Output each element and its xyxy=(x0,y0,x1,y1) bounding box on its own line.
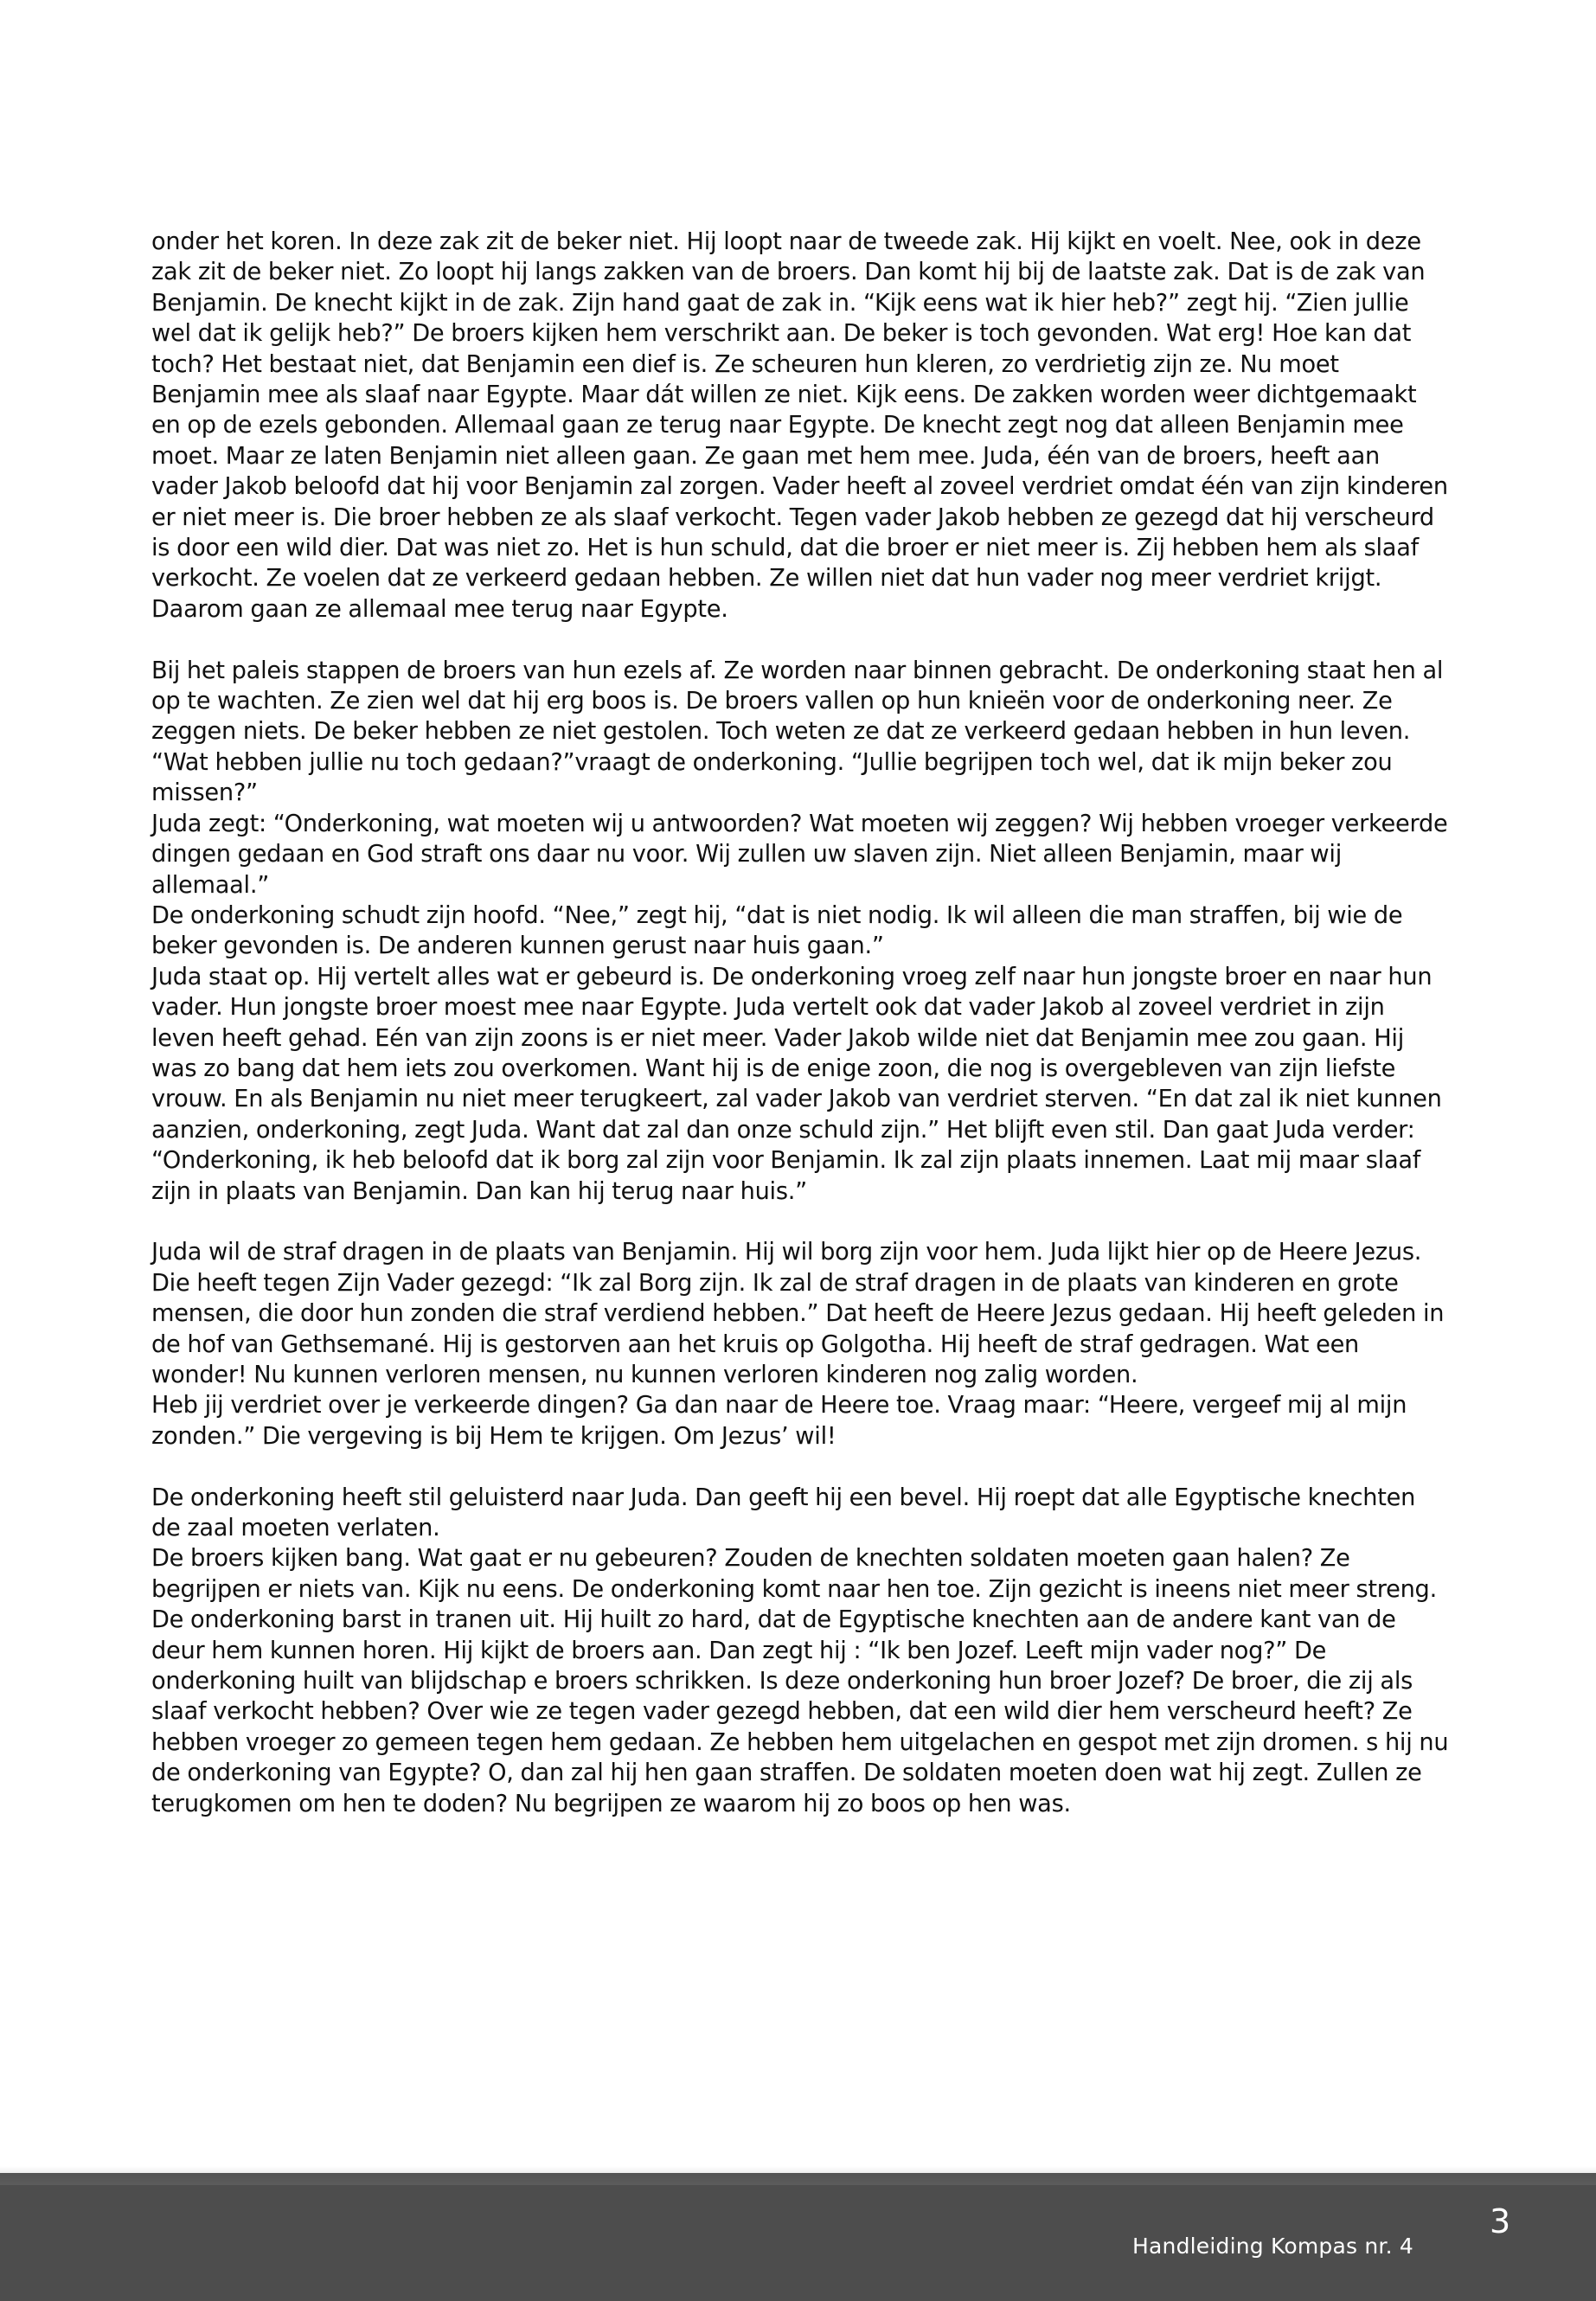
paragraph-juda-plea: Juda staat op. Hij vertelt alles wat er gebeurd is. De onderkoning vroeg zelf naar hun jongste broer en naar hun vader. Hun jongste broer moest mee naar Egypte. Juda vertelt ook dat vader Jakob al zoveel verdriet in zijn leven heeft gehad. Eén van zijn zoons is er niet meer. Vader Jakob wilde niet dat Benjamin mee zou gaan. Hij was zo bang dat hem iets zou overkomen. Want hij is de enige zoon, die nog is overgebleven van zijn liefste vrouw. En als Benjamin nu niet meer terugkeert, zal vader Jakob van verdriet sterven. “En dat zal ik niet kunnen aanzien, onderkoning, zegt Juda. Want dat zal dan onze schuld zijn.” Het blijft even stil. Dan gaat Juda verder: “Onderkoning, ik heb beloofd dat ik borg zal zijn voor Benjamin. Ik zal zijn plaats innemen. Laat mij maar slaaf zijn in plaats van Benjamin. Dan kan hij terug naar huis.” xyxy=(151,963,1442,1205)
footer-title: Handleiding Kompas nr. 4 xyxy=(1132,2234,1413,2259)
paragraph-viceroy-question: “Wat hebben jullie nu toch gedaan?”vraagt de onderkoning. “Jullie begrijpen toch wel, dat ik mijn beker zou missen?” xyxy=(151,748,1393,807)
paragraph-palace-arrival: Bij het paleis stappen de broers van hun ezels af. Ze worden naar binnen gebracht. De onderkoning staat hen al op te wachten. Ze zien wel dat hij erg boos is. De broers vallen op hun knieën voor de onderkoning neer. Ze zeggen niets. De beker hebben ze niet gestolen. Toch weten ze dat ze verkeerd gedaan hebben in hun leven. xyxy=(151,657,1444,746)
paragraph-forgiveness: Heb jij verdriet over je verkeerde dingen? Ga dan naar de Heere toe. Vraag maar: “Heere, vergeef mij al mijn zonden.” Die vergeving is bij Hem te krijgen. Om Jezus’ wil! xyxy=(151,1392,1407,1450)
paragraph-juda-surety: Juda wil de straf dragen in de plaats van Benjamin. Hij wil borg zijn voor hem. Juda lijkt hier op de Heere Jezus. Die heeft tegen Zijn Vader gezegd: “Ik zal Borg zijn. Ik zal de straf dragen in de plaats van kinderen en grote mensen, die door hun zonden die straf verdiend hebben.” Dat heeft de Heere Jezus gedaan. Hij heeft geleden in de hof van Gethsemané. Hij is gestorven aan het kruis op Golgotha. Hij heeft de straf gedragen. Wat een wonder! Nu kunnen verloren mensen, nu kunnen verloren kinderen nog zalig worden. xyxy=(151,1239,1445,1388)
page-number: 3 xyxy=(1490,2202,1511,2240)
paragraph-joseph-reveal: De broers kijken bang. Wat gaat er nu gebeuren? Zouden de knechten soldaten moeten gaan halen? Ze begrijpen er niets van. Kijk nu eens. De onderkoning komt naar hen toe. Zijn gezicht is ineens niet meer streng. De onderkoning barst in tranen uit. Hij huilt zo hard, dat de Egyptische knechten aan de andere kant van de deur hem kunnen horen. Hij kijkt de broers aan. Dan zegt hij : “Ik ben Jozef. Leeft mijn vader nog?” De onderkoning huilt van blijdschap e broers schrikken. Is deze onderkoning hun broer Jozef? De broer, die zij als slaaf verkocht hebben? Over wie ze tegen vader gezegd hebben, dat een wild dier hem verscheurd heeft? Ze hebben vroeger zo gemeen tegen hem gedaan. Ze hebben hem uitgelachen en gespot met zijn dromen. s hij nu de onderkoning van Egypte? O, dan zal hij hen gaan straffen. De soldaten moeten doen wat hij zegt. Zullen ze terugkomen om hen te doden? Nu begrijpen ze waarom hij zo boos op hen was. xyxy=(151,1545,1449,1817)
paragraph-viceroy-reply: De onderkoning schudt zijn hoofd. “Nee,” zegt hij, “dat is niet nodig. Ik wil alleen die man straffen, bij wie de beker gevonden is. De anderen kunnen gerust naar huis gaan.” xyxy=(151,901,1403,960)
paragraph-viceroy-command: De onderkoning heeft stil geluisterd naar Juda. Dan geeft hij een bevel. Hij roept dat alle Egyptische knechten de zaal moeten verlaten. xyxy=(151,1484,1416,1542)
paragraph-juda-answer: Juda zegt: “Onderkoning, wat moeten wij u antwoorden? Wat moeten wij zeggen? Wij hebben vroeger verkeerde dingen gedaan en God straft ons daar nu voor. Wij zullen uw slaven zijn. Niet alleen Benjamin, maar wij allemaal.” xyxy=(151,810,1448,899)
page-body xyxy=(151,227,1449,1819)
paragraph-sack-search: onder het koren. In deze zak zit de beker niet. Hij loopt naar de tweede zak. Hij kijkt en voelt. Nee, ook in deze zak zit de beker niet. Zo loopt hij langs zakken van de broers. Dan komt hij bij de laatste zak. Dat is de zak van Benjamin. De knecht kijkt in de zak. Zijn hand gaat de zak in. “Kijk eens wat ik hier heb?” zegt hij. “Zien jullie wel dat ik gelijk heb?” De broers kijken hem verschrikt aan. De beker is toch gevonden. Wat erg! Hoe kan dat toch? Het bestaat niet, dat Benjamin een dief is. Ze scheuren hun kleren, zo verdrietig zijn ze. Nu moet Benjamin mee als slaaf naar Egypte. Maar dát willen ze niet. Kijk eens. De zakken worden weer dichtgemaakt en op de ezels gebonden. Allemaal gaan ze terug naar Egypte. De knecht zegt nog dat alleen Benjamin mee moet. Maar ze laten Benjamin niet alleen gaan. Ze gaan met hem mee. Juda, één van de broers, heeft aan vader Jakob beloofd dat hij voor Benjamin zal zorgen. Vader heeft al zoveel verdriet omdat één van zijn kinderen er niet meer is. Die broer hebben ze als slaaf verkocht. Tegen vader Jakob hebben ze gezegd dat hij verscheurd is door een wild dier. Dat was niet zo. Het is hun schuld, dat die broer er niet meer is. Zij hebben hem als slaaf verkocht. Ze voelen dat ze verkeerd gedaan hebben. Ze willen niet dat hun vader nog meer verdriet krijgt. Daarom gaan ze allemaal mee terug naar Egypte. xyxy=(151,228,1448,623)
